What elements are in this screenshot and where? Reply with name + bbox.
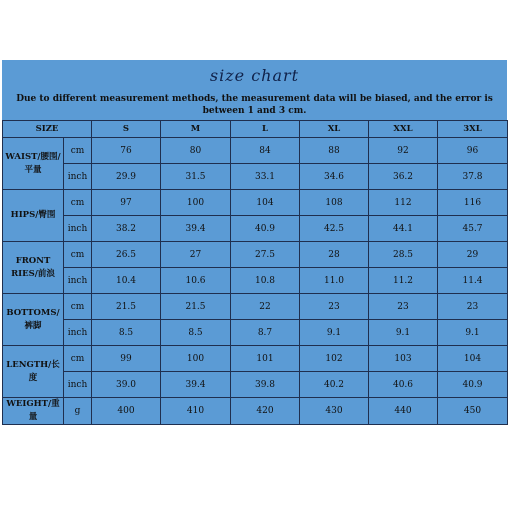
value-cell: 23 [369, 294, 438, 320]
size-table [2, 120, 508, 425]
value-cell: 23 [438, 294, 508, 320]
value-cell: 44.1 [369, 216, 438, 242]
value-cell: 100 [161, 190, 231, 216]
value-cell: 33.1 [231, 164, 300, 190]
size-l-header: L [231, 121, 300, 138]
value-cell: 410 [161, 398, 231, 425]
size-s-header: S [92, 121, 161, 138]
value-cell: 39.8 [231, 372, 300, 398]
value-cell: 39.4 [161, 372, 231, 398]
value-cell: 97 [92, 190, 161, 216]
value-cell: 84 [231, 138, 300, 164]
value-cell: 29.9 [92, 164, 161, 190]
value-cell: 11.0 [300, 268, 369, 294]
value-cell: 31.5 [161, 164, 231, 190]
unit-cell: cm [64, 242, 92, 268]
size-chart-panel [2, 60, 507, 425]
size-xxl-header: XXL [369, 121, 438, 138]
size-xl-header: XL [300, 121, 369, 138]
measurement-label: WAIST/腰围/平量 [3, 138, 64, 190]
value-cell: 8.5 [161, 320, 231, 346]
value-cell: 21.5 [161, 294, 231, 320]
value-cell: 36.2 [369, 164, 438, 190]
value-cell: 40.9 [231, 216, 300, 242]
chart-title: size chart [209, 66, 300, 85]
unit-cell: cm [64, 346, 92, 372]
value-cell: 22 [231, 294, 300, 320]
value-cell: 39.0 [92, 372, 161, 398]
size-m-header: M [161, 121, 231, 138]
value-cell: 28.5 [369, 242, 438, 268]
value-cell: 10.8 [231, 268, 300, 294]
value-cell: 23 [300, 294, 369, 320]
value-cell: 26.5 [92, 242, 161, 268]
value-cell: 42.5 [300, 216, 369, 242]
measurement-label: BOTTOMS/裤脚 [3, 294, 64, 346]
value-cell: 440 [369, 398, 438, 425]
value-cell: 96 [438, 138, 508, 164]
value-cell: 99 [92, 346, 161, 372]
value-cell: 9.1 [438, 320, 508, 346]
unit-cell: g [64, 398, 92, 425]
value-cell: 104 [438, 346, 508, 372]
measurement-note: Due to different measurement methods, the measurement data will be biased, and the error is between 1 and 3 cm. [16, 94, 493, 116]
table-row [3, 242, 508, 268]
unit-cell: inch [64, 216, 92, 242]
measurement-label: LENGTH/长度 [3, 346, 64, 398]
value-cell: 38.2 [92, 216, 161, 242]
value-cell: 80 [161, 138, 231, 164]
value-cell: 8.7 [231, 320, 300, 346]
value-cell: 92 [369, 138, 438, 164]
table-row [3, 294, 508, 320]
unit-cell: cm [64, 190, 92, 216]
table-row [3, 372, 508, 398]
value-cell: 9.1 [369, 320, 438, 346]
value-cell: 400 [92, 398, 161, 425]
value-cell: 76 [92, 138, 161, 164]
value-cell: 8.5 [92, 320, 161, 346]
value-cell: 116 [438, 190, 508, 216]
unit-cell: inch [64, 320, 92, 346]
value-cell: 39.4 [161, 216, 231, 242]
value-cell: 10.6 [161, 268, 231, 294]
value-cell: 11.4 [438, 268, 508, 294]
value-cell: 11.2 [369, 268, 438, 294]
value-cell: 420 [231, 398, 300, 425]
table-row [3, 346, 508, 372]
measurement-label: HIPS/臀围 [3, 190, 64, 242]
header-row [3, 121, 508, 138]
value-cell: 37.8 [438, 164, 508, 190]
value-cell: 104 [231, 190, 300, 216]
table-row [3, 138, 508, 164]
value-cell: 9.1 [300, 320, 369, 346]
value-cell: 34.6 [300, 164, 369, 190]
table-row [3, 164, 508, 190]
value-cell: 27 [161, 242, 231, 268]
measurement-label: WEIGHT/重量 [3, 398, 64, 425]
unit-cell: inch [64, 268, 92, 294]
table-row [3, 190, 508, 216]
value-cell: 27.5 [231, 242, 300, 268]
value-cell: 40.9 [438, 372, 508, 398]
table-row [3, 268, 508, 294]
unit-cell: inch [64, 372, 92, 398]
value-cell: 101 [231, 346, 300, 372]
value-cell: 29 [438, 242, 508, 268]
measurement-label: FRONT RIES/前浪 [3, 242, 64, 294]
value-cell: 108 [300, 190, 369, 216]
value-cell: 102 [300, 346, 369, 372]
value-cell: 450 [438, 398, 508, 425]
unit-cell: cm [64, 138, 92, 164]
value-cell: 45.7 [438, 216, 508, 242]
value-cell: 40.6 [369, 372, 438, 398]
value-cell: 40.2 [300, 372, 369, 398]
table-row [3, 398, 508, 425]
value-cell: 430 [300, 398, 369, 425]
value-cell: 10.4 [92, 268, 161, 294]
value-cell: 112 [369, 190, 438, 216]
size-header-cell: SIZE [3, 121, 92, 138]
table-row [3, 216, 508, 242]
unit-cell: inch [64, 164, 92, 190]
value-cell: 88 [300, 138, 369, 164]
value-cell: 21.5 [92, 294, 161, 320]
value-cell: 100 [161, 346, 231, 372]
unit-cell: cm [64, 294, 92, 320]
table-row [3, 320, 508, 346]
value-cell: 28 [300, 242, 369, 268]
value-cell: 103 [369, 346, 438, 372]
size-3xl-header: 3XL [438, 121, 508, 138]
